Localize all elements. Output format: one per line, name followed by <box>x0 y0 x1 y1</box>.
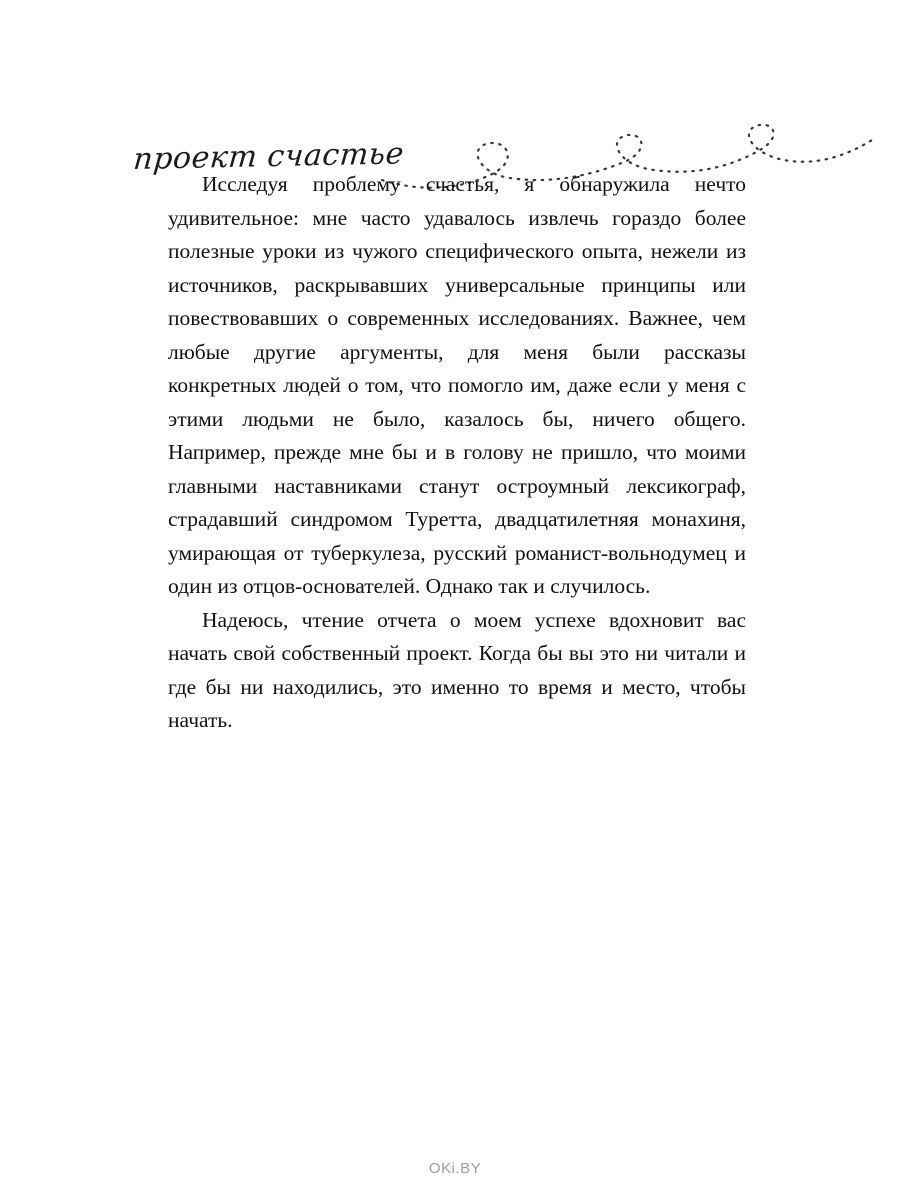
watermark-label: OKi.BY <box>428 1160 482 1177</box>
paragraph: Надеюсь, чтение отчета о моем успехе вдохновит вас начать свой собственный проект. Когда бы вы это ни читали и где бы ни находились, это именно то время и место, чтобы начать. <box>168 607 746 732</box>
running-title: проект счастье <box>132 136 406 177</box>
page-footer <box>0 1160 910 1178</box>
page-header <box>0 60 910 177</box>
body-text <box>168 168 746 738</box>
paragraph: Исследуя проблему счастья, я обнаружила нечто удивительное: мне часто удавалось извлечь гораздо более полезные уроки из чужого специфического опыта, нежели из источников, раскрывавших универсальные принципы или повествовавших о современных исследованиях. Важнее, чем любые другие аргументы, для меня были рассказы конкретных людей о том, что помогло им, даже если у меня с этими людьми не было, казалось бы, ничего общего. Например, прежде мне бы и в голову не пришло, что моими главными наставниками станут остроумный лексикограф, страдавший синдромом Туретта, двадцатилетняя монахиня, умирающая от туберкулеза, русский романист-вольнодумец и один из отцов-основателей. Однако так и случилось. <box>168 172 746 598</box>
